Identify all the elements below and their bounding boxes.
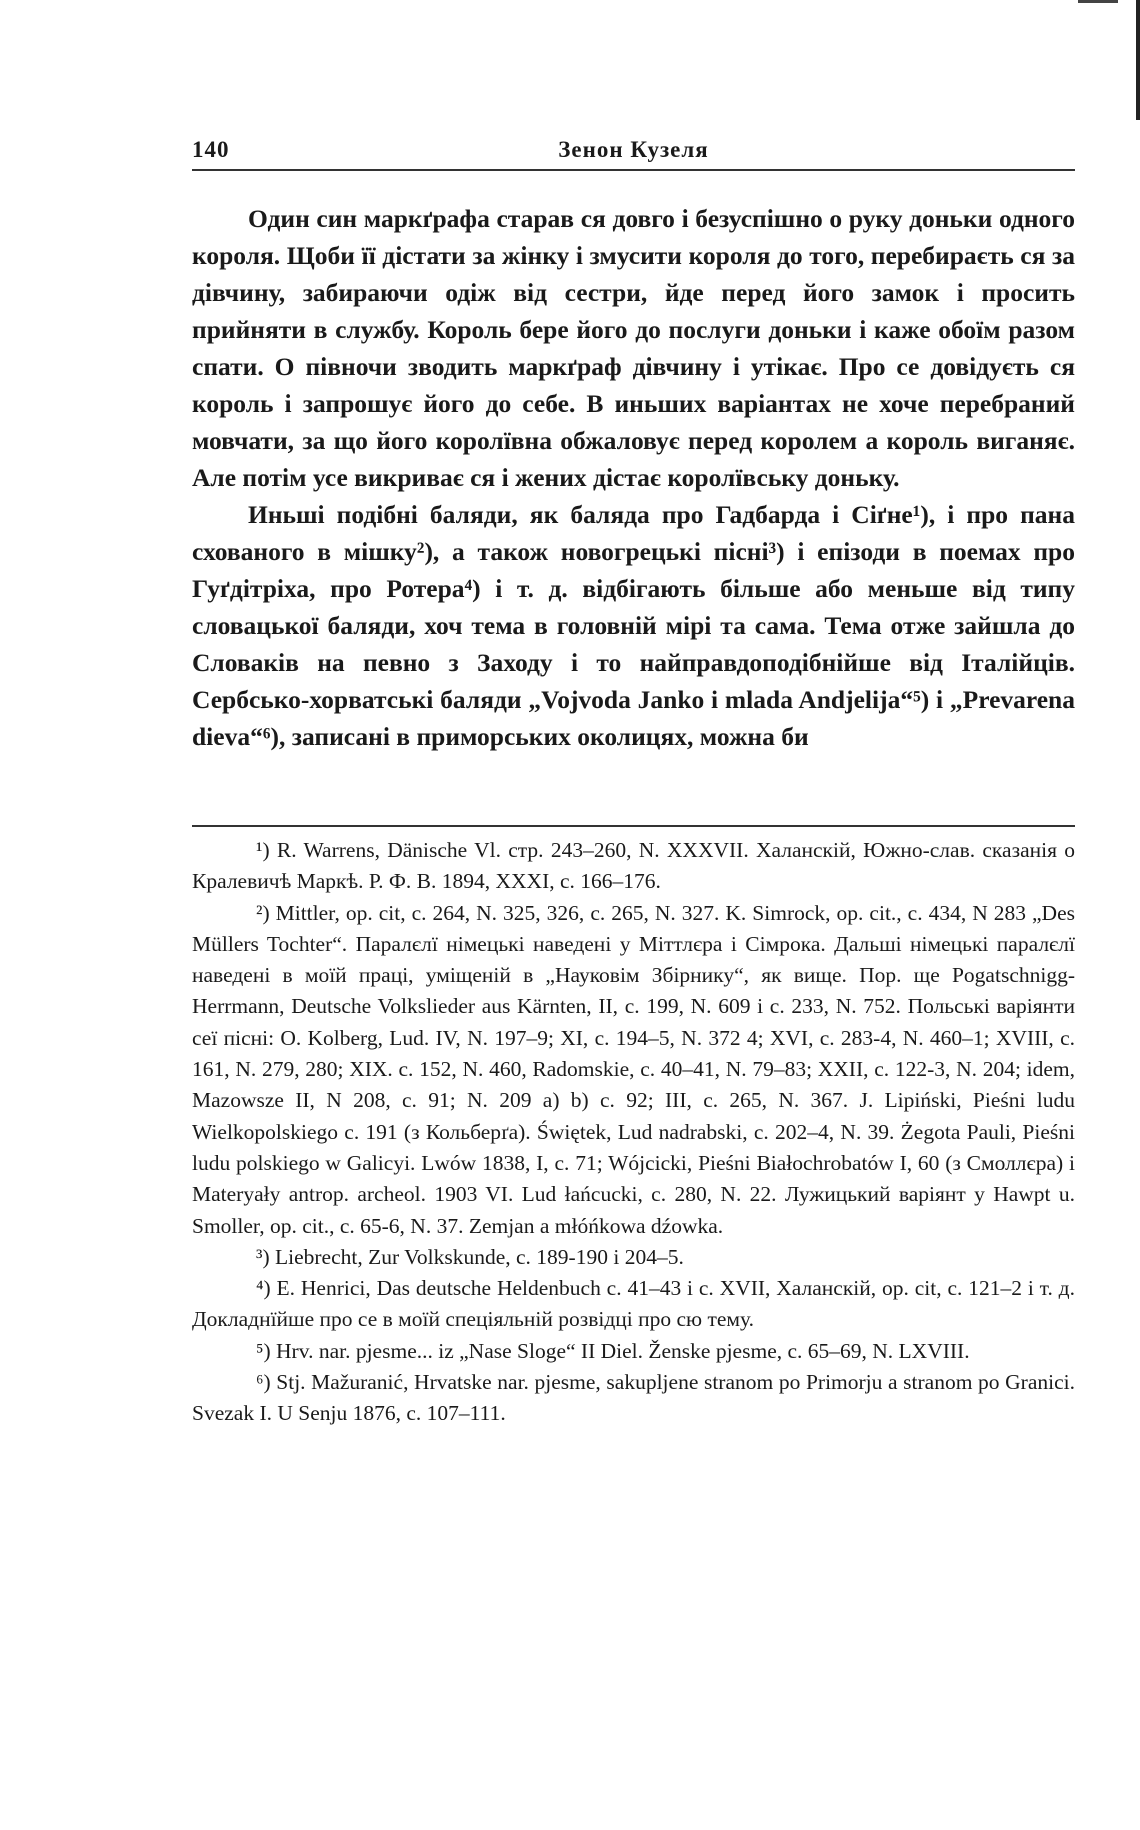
body-paragraph: Один син маркґрафа старав ся довго і безуспішно о руку доньки одного короля. Щоби її дістати за жінку і змусити короля до того, перебираєть ся за дівчину, забираючи одіж від сестри, йде перед його замок і просить прийняти в службу. Король бере його до послуги доньки і каже обоїм разом спати. О півночи зводить маркґраф дівчину і утікає. Про се довідуєть ся король і запрошує його до себе. В иньших варіантах не хоче перебраний мовчати, за що його королївна обжаловує перед королем а король виганяє. Але потім усе викриває ся і жених дістає королївську доньку.	[192, 204, 1075, 492]
footnote-6: ⁶) Stj. Mažuranić, Hrvatske nar. pjesme, sakupljene stranom po Primorju a stranom po Granici. Svezak I. U Senju 1876, c. 107–111.	[192, 1370, 1075, 1426]
footnote-3: ³) Liebrecht, Zur Volkskunde, c. 189-190 і 204–5.	[256, 1244, 684, 1269]
footnote-2: ²) Mittler, op. cit, c. 264, N. 325, 326, c. 265, N. 327. K. Simrock, op. cit., c. 434, N 283 „Des Müllers Tochter“. Паралєлї німецькі наведені у Міттлєра і Сімрока. Дальші німецькі паралєлї наведені в моїй праці, уміщеній в „Науковім Збірнику“, як вище. Пор. ще Pogatschnigg-Herrmann, Deutsche Volkslieder aus Kärnten, II, c. 199, N. 609 і c. 233, N. 752. Польські варіянти сеї пісні: O. Kolberg, Lud. IV, N. 197–9; XI, c. 194–5, N. 372 4; XVI, c. 283-4, N. 460–1; XVIII, c. 161, N. 279, 280; XIX. c. 152, N. 460, Radomskie, c. 40–41, N. 79–83; XXII, c. 122-3, N. 204; idem, Mazowsze II, N 208, c. 91; N. 209 a) b) c. 92; III, c. 265, N. 367. J. Lipiński, Pieśni ludu Wielkopolskiego c. 191 (з Кольберґа). Świętek, Lud nadrabski, c. 202–4, N. 39. Żegota Pauli, Pieśni ludu polskiego w Galicyi. Lwów 1838, I, c. 71; Wójcicki, Pieśni Białochrobatów I, 60 (з Смоллєра) і Materyały antrop. archeol. 1903 VI. Lud łańcucki, c. 280, N. 22. Лужицький варіянт у Hawpt u. Smoller, op. cit., c. 65-6, N. 37. Zemjan a młóńkowa dźowka.	[192, 900, 1075, 1238]
scan-edge-mark-top	[1078, 0, 1118, 3]
footnote-4: ⁴) E. Henrici, Das deutsche Heldenbuch c. 41–43 і c. XVII, Халанскій, op. cit, c. 121–2 і т. д. Докладнїйше про се в моїй спеціяльній розвідці про сю тему.	[192, 1276, 1075, 1332]
footnote-5: ⁵) Hrv. nar. pjesme... iz „Nase Sloge“ II Diel. Ženske pjesme, c. 65–69, N. LXVIII.	[256, 1338, 970, 1363]
running-title: Зенон Кузеля	[558, 137, 709, 162]
scan-edge-mark	[1136, 0, 1140, 120]
page-number: 140	[192, 137, 230, 162]
main-text	[192, 200, 1075, 755]
body-paragraph: Иньші подібні баляди, як баляда про Гадбарда і Сіґне¹), і про пана схованого в мішку²), а також новогрецькі пісні³) і епізоди в поемах про Гуґдітріха, про Ротера⁴) і т. д. відбігають більше або меньше від типу словацької баляди, хоч тема в головній мірі та сама. Тема отже зайшла до Словаків на певно з Заходу і то найправдоподібнійше від Італійців. Сербсько-хорватські баляди „Vojvoda Janko i mlada Andjelija“⁵) і „Prevarena dieva“⁶), записані в приморських околицях, можна би	[192, 500, 1075, 751]
footnote-1: ¹) R. Warrens, Dänische Vl. стр. 243–260, N. XXXVII. Халанскій, Южно-слав. сказанія о Кралевичѣ Маркѣ. Р. Ф. В. 1894, XXXI, с. 166–176.	[192, 838, 1075, 894]
running-header	[192, 137, 1075, 171]
footnotes-section	[192, 825, 1075, 1430]
